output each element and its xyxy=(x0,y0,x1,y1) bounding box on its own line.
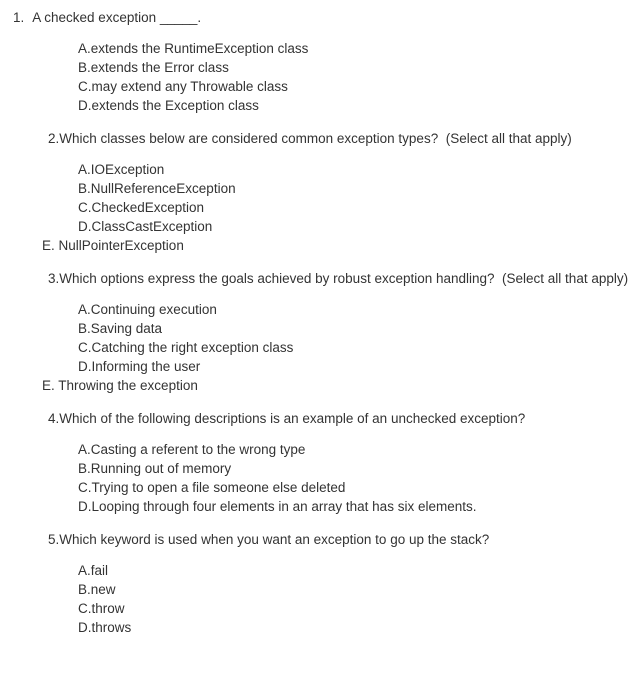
question-5-text: Which keyword is used when you want an exception to go up the stack? xyxy=(59,532,490,547)
question-4-option-d: D.Looping through four elements in an array that has six elements. xyxy=(78,499,477,514)
question-4-line xyxy=(0,409,635,428)
question-5-option-b: B.new xyxy=(78,582,116,597)
question-4-text: Which of the following descriptions is an example of an unchecked exception? xyxy=(59,411,526,426)
question-3-option-c: C.Catching the right exception class xyxy=(78,340,294,355)
question-2-option-c: C.CheckedException xyxy=(78,200,205,215)
question-4-option-a: A.Casting a referent to the wrong type xyxy=(78,442,306,457)
question-5-options xyxy=(0,561,635,637)
question-3-line xyxy=(0,269,635,288)
question-2-line xyxy=(0,129,635,148)
question-1-text: A checked exception _____. xyxy=(32,10,202,25)
question-3 xyxy=(0,269,635,395)
question-3-option-e: E. Throwing the exception xyxy=(42,378,198,393)
question-4-option-b: B.Running out of memory xyxy=(78,461,232,476)
question-1-number: 1. xyxy=(13,10,25,25)
question-1-option-d: D.extends the Exception class xyxy=(78,98,259,113)
question-1-line xyxy=(0,8,635,27)
question-4-number: 4. xyxy=(48,411,60,426)
question-2-option-b: B.NullReferenceException xyxy=(78,181,236,196)
question-1 xyxy=(0,8,635,115)
question-5-option-c: C.throw xyxy=(78,601,125,616)
question-2 xyxy=(0,129,635,255)
question-4-options xyxy=(0,440,635,516)
question-1-option-a: A.extends the RuntimeException class xyxy=(78,41,309,56)
question-1-option-c: C.may extend any Throwable class xyxy=(78,79,288,94)
question-5-option-a: A.fail xyxy=(78,563,109,578)
question-3-option-b: B.Saving data xyxy=(78,321,163,336)
question-3-option-d: D.Informing the user xyxy=(78,359,201,374)
question-4 xyxy=(0,409,635,516)
question-3-option-a: A.Continuing execution xyxy=(78,302,217,317)
question-2-number: 2. xyxy=(48,131,60,146)
question-5-option-d: D.throws xyxy=(78,620,132,635)
question-3-text: Which options express the goals achieved by robust exception handling? (Select all that apply) xyxy=(59,271,629,286)
question-2-option-e: E. NullPointerException xyxy=(42,238,184,253)
question-2-options xyxy=(0,160,635,255)
question-5-line xyxy=(0,530,635,549)
question-5 xyxy=(0,530,635,637)
question-3-number: 3. xyxy=(48,271,60,286)
question-4-option-c: C.Trying to open a file someone else deleted xyxy=(78,480,346,495)
question-1-options xyxy=(0,39,635,115)
question-2-option-d: D.ClassCastException xyxy=(78,219,213,234)
question-2-option-a: A.IOException xyxy=(78,162,165,177)
question-5-number: 5. xyxy=(48,532,60,547)
question-3-options xyxy=(0,300,635,395)
question-2-text: Which classes below are considered common exception types? (Select all that apply) xyxy=(59,131,572,146)
question-1-option-b: B.extends the Error class xyxy=(78,60,229,75)
